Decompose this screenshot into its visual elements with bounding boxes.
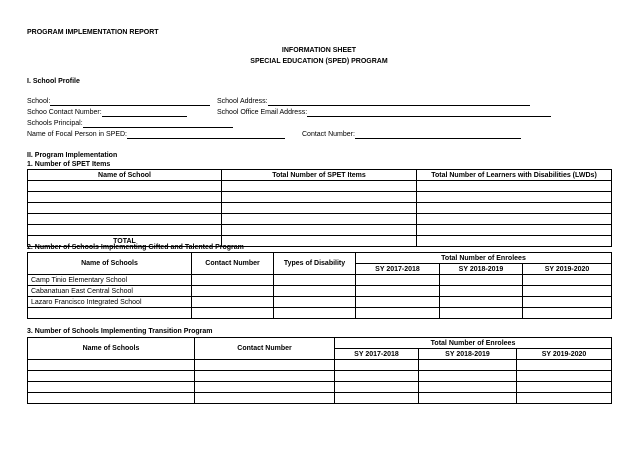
column-header: Total Number of SPET Items <box>222 170 417 181</box>
table-cell[interactable] <box>419 393 517 404</box>
table-row <box>28 393 612 404</box>
total-label: TOTAL <box>28 236 222 247</box>
table-cell[interactable] <box>523 297 612 308</box>
table-cell[interactable] <box>417 192 612 203</box>
focal-contact-line <box>355 130 521 139</box>
table-row <box>28 286 612 297</box>
table-cell[interactable] <box>335 382 419 393</box>
table-cell[interactable] <box>28 393 195 404</box>
table-cell[interactable] <box>523 308 612 319</box>
office-email-label: School Office Email Address: <box>217 109 308 116</box>
table-cell[interactable] <box>222 214 417 225</box>
table-cell[interactable] <box>28 382 195 393</box>
school-field[interactable] <box>27 97 210 106</box>
school-address-field[interactable] <box>217 97 530 106</box>
table-cell[interactable] <box>274 297 356 308</box>
column-header: Contact Number <box>192 253 274 275</box>
table-row <box>28 382 612 393</box>
table-cell[interactable] <box>417 203 612 214</box>
table-row <box>28 360 612 371</box>
table-cell[interactable] <box>192 275 274 286</box>
year-header: SY 2018-2019 <box>440 264 523 275</box>
gifted-table <box>27 252 612 319</box>
table-cell[interactable] <box>419 360 517 371</box>
table-cell[interactable] <box>517 393 612 404</box>
column-header: Total Number of Learners with Disabilities (LWDs) <box>417 170 612 181</box>
table-cell[interactable] <box>440 286 523 297</box>
table-header-row <box>28 253 612 264</box>
table-cell[interactable] <box>28 203 222 214</box>
table-cell[interactable] <box>523 286 612 297</box>
table-cell[interactable] <box>222 236 417 247</box>
focal-person-label: Name of Focal Person in SPED: <box>27 131 127 138</box>
school-line <box>50 97 210 106</box>
office-email-field[interactable] <box>217 108 551 117</box>
column-header: Total Number of Enrolees <box>356 253 612 264</box>
office-email-line <box>307 108 551 117</box>
table-cell[interactable] <box>192 297 274 308</box>
contact-number-line <box>102 108 187 117</box>
focal-person-field[interactable] <box>27 130 285 139</box>
focal-contact-field[interactable] <box>302 130 521 139</box>
report-title: PROGRAM IMPLEMENTATION REPORT <box>27 29 159 36</box>
school-address-label: School Address: <box>217 98 268 105</box>
program-title: SPECIAL EDUCATION (SPED) PROGRAM <box>250 58 388 65</box>
program-implementation-heading: II. Program Implementation <box>27 152 118 159</box>
table-cell[interactable] <box>440 308 523 319</box>
table-cell[interactable] <box>440 275 523 286</box>
table-cell[interactable] <box>417 214 612 225</box>
table-cell[interactable] <box>274 286 356 297</box>
table-cell[interactable] <box>195 393 335 404</box>
school-address-line <box>268 97 530 106</box>
contact-number-field[interactable] <box>27 108 187 117</box>
table-cell[interactable] <box>222 181 417 192</box>
table-cell[interactable] <box>419 382 517 393</box>
column-header: Total Number of Enrolees <box>335 338 612 349</box>
focal-person-line <box>127 130 285 139</box>
table-cell[interactable] <box>274 308 356 319</box>
year-header: SY 2017-2018 <box>356 264 440 275</box>
table-cell[interactable] <box>195 382 335 393</box>
table-cell[interactable] <box>28 192 222 203</box>
table-cell[interactable] <box>274 275 356 286</box>
contact-number-label: Schoo Contact Number: <box>27 109 102 116</box>
focal-contact-label: Contact Number: <box>302 131 355 138</box>
spet-table <box>27 169 612 247</box>
principal-label: Schools Principal: <box>27 120 83 127</box>
school-name-cell: Cabanatuan East Central School <box>28 286 192 297</box>
school-profile-heading: I. School Profile <box>27 78 80 85</box>
table-cell[interactable] <box>222 192 417 203</box>
column-header: Types of Disability <box>274 253 356 275</box>
table-cell[interactable] <box>440 297 523 308</box>
table-cell[interactable] <box>356 275 440 286</box>
table-row <box>28 225 612 236</box>
year-header: SY 2019-2020 <box>517 349 612 360</box>
table-cell[interactable] <box>195 360 335 371</box>
table-row <box>28 297 612 308</box>
school-name-cell: Camp Tinio Elementary School <box>28 275 192 286</box>
table-header-row <box>28 170 612 181</box>
table-cell[interactable] <box>517 382 612 393</box>
principal-line <box>83 119 233 128</box>
table-cell[interactable] <box>417 181 612 192</box>
table-row <box>28 308 612 319</box>
table-row <box>28 371 612 382</box>
school-label: School: <box>27 98 51 105</box>
principal-field[interactable] <box>27 119 233 128</box>
column-header: Contact Number <box>195 338 335 360</box>
table-cell[interactable] <box>192 308 274 319</box>
table-cell[interactable] <box>417 225 612 236</box>
table-header-row <box>28 338 612 349</box>
table-cell[interactable] <box>222 225 417 236</box>
year-header: SY 2017-2018 <box>335 349 419 360</box>
table-cell[interactable] <box>356 286 440 297</box>
table-cell[interactable] <box>192 286 274 297</box>
table-row <box>28 181 612 192</box>
year-header: SY 2019-2020 <box>523 264 612 275</box>
column-header: Name of School <box>28 170 222 181</box>
year-header: SY 2018-2019 <box>419 349 517 360</box>
table-row <box>28 203 612 214</box>
table-cell[interactable] <box>517 360 612 371</box>
table-cell[interactable] <box>517 371 612 382</box>
gifted-heading: 2. Number of Schools Implementing Gifted and Talented Program <box>27 244 244 251</box>
table-row <box>28 192 612 203</box>
column-header: Name of Schools <box>28 338 195 360</box>
spet-heading: 1. Number of SPET Items <box>27 161 111 168</box>
transition-heading: 3. Number of Schools Implementing Transition Program <box>27 328 213 335</box>
table-cell[interactable] <box>28 360 195 371</box>
table-cell[interactable] <box>419 371 517 382</box>
table-cell[interactable] <box>28 371 195 382</box>
table-cell[interactable] <box>356 308 440 319</box>
table-row <box>28 214 612 225</box>
table-row <box>28 275 612 286</box>
sheet-title: INFORMATION SHEET <box>281 47 357 54</box>
table-cell[interactable] <box>523 275 612 286</box>
table-cell[interactable] <box>335 393 419 404</box>
table-cell[interactable] <box>28 308 192 319</box>
table-cell[interactable] <box>28 181 222 192</box>
table-cell[interactable] <box>28 214 222 225</box>
table-cell[interactable] <box>335 371 419 382</box>
table-cell[interactable] <box>356 297 440 308</box>
table-cell[interactable] <box>335 360 419 371</box>
column-header: Name of Schools <box>28 253 192 275</box>
school-name-cell: Lazaro Francisco Integrated School <box>28 297 192 308</box>
transition-table <box>27 337 612 404</box>
table-cell[interactable] <box>28 225 222 236</box>
table-cell[interactable] <box>417 236 612 247</box>
table-cell[interactable] <box>222 203 417 214</box>
table-cell[interactable] <box>195 371 335 382</box>
